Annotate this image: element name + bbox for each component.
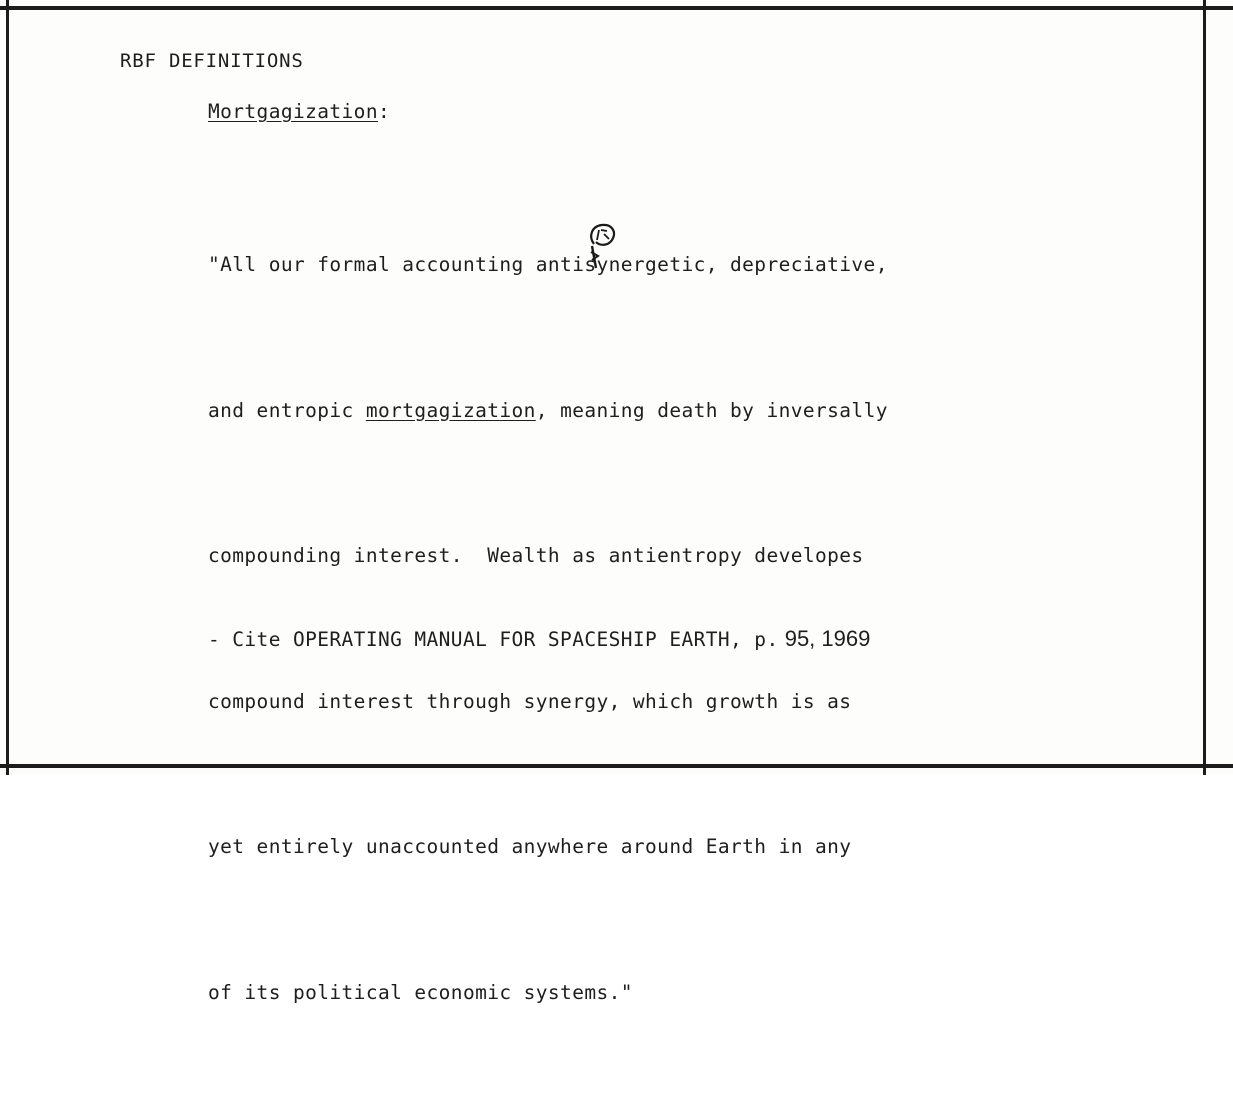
citation-text: - Cite OPERATING MANUAL FOR SPACESHIP EARTH, p. bbox=[208, 628, 779, 651]
citation-line bbox=[208, 626, 870, 652]
quote-line bbox=[208, 678, 888, 727]
card-border-top bbox=[0, 6, 1233, 10]
quote-line bbox=[208, 241, 888, 290]
quote-text: "All our formal accounting antisynergetic, depreciative, bbox=[208, 253, 888, 276]
card-border-left bbox=[6, 0, 9, 775]
quote-text: compounding interest. Wealth as antientropy developes bbox=[208, 544, 864, 567]
quote-text: , meaning death by inversally bbox=[535, 398, 888, 422]
card-border-right bbox=[1203, 0, 1206, 775]
quote-underlined-term: mortgagization bbox=[365, 398, 536, 422]
quote-line bbox=[208, 969, 888, 1018]
card-heading: RBF DEFINITIONS bbox=[120, 50, 304, 72]
handwritten-initials-mark bbox=[582, 222, 620, 270]
quote-text: compound interest through synergy, which growth is as bbox=[208, 689, 852, 713]
term-colon: : bbox=[377, 100, 391, 123]
definition-term bbox=[208, 100, 390, 123]
quote-text: of its political economic systems." bbox=[208, 980, 633, 1004]
term-label: Mortgagization bbox=[208, 100, 378, 123]
quote-line bbox=[208, 387, 888, 436]
quote-text: yet entirely unaccounted anywhere around Earth in any bbox=[208, 835, 852, 858]
quote-line bbox=[208, 823, 888, 872]
quote-line bbox=[208, 532, 888, 581]
citation-page-year: 95, 1969 bbox=[778, 626, 871, 651]
quote-text: and entropic bbox=[208, 398, 366, 422]
